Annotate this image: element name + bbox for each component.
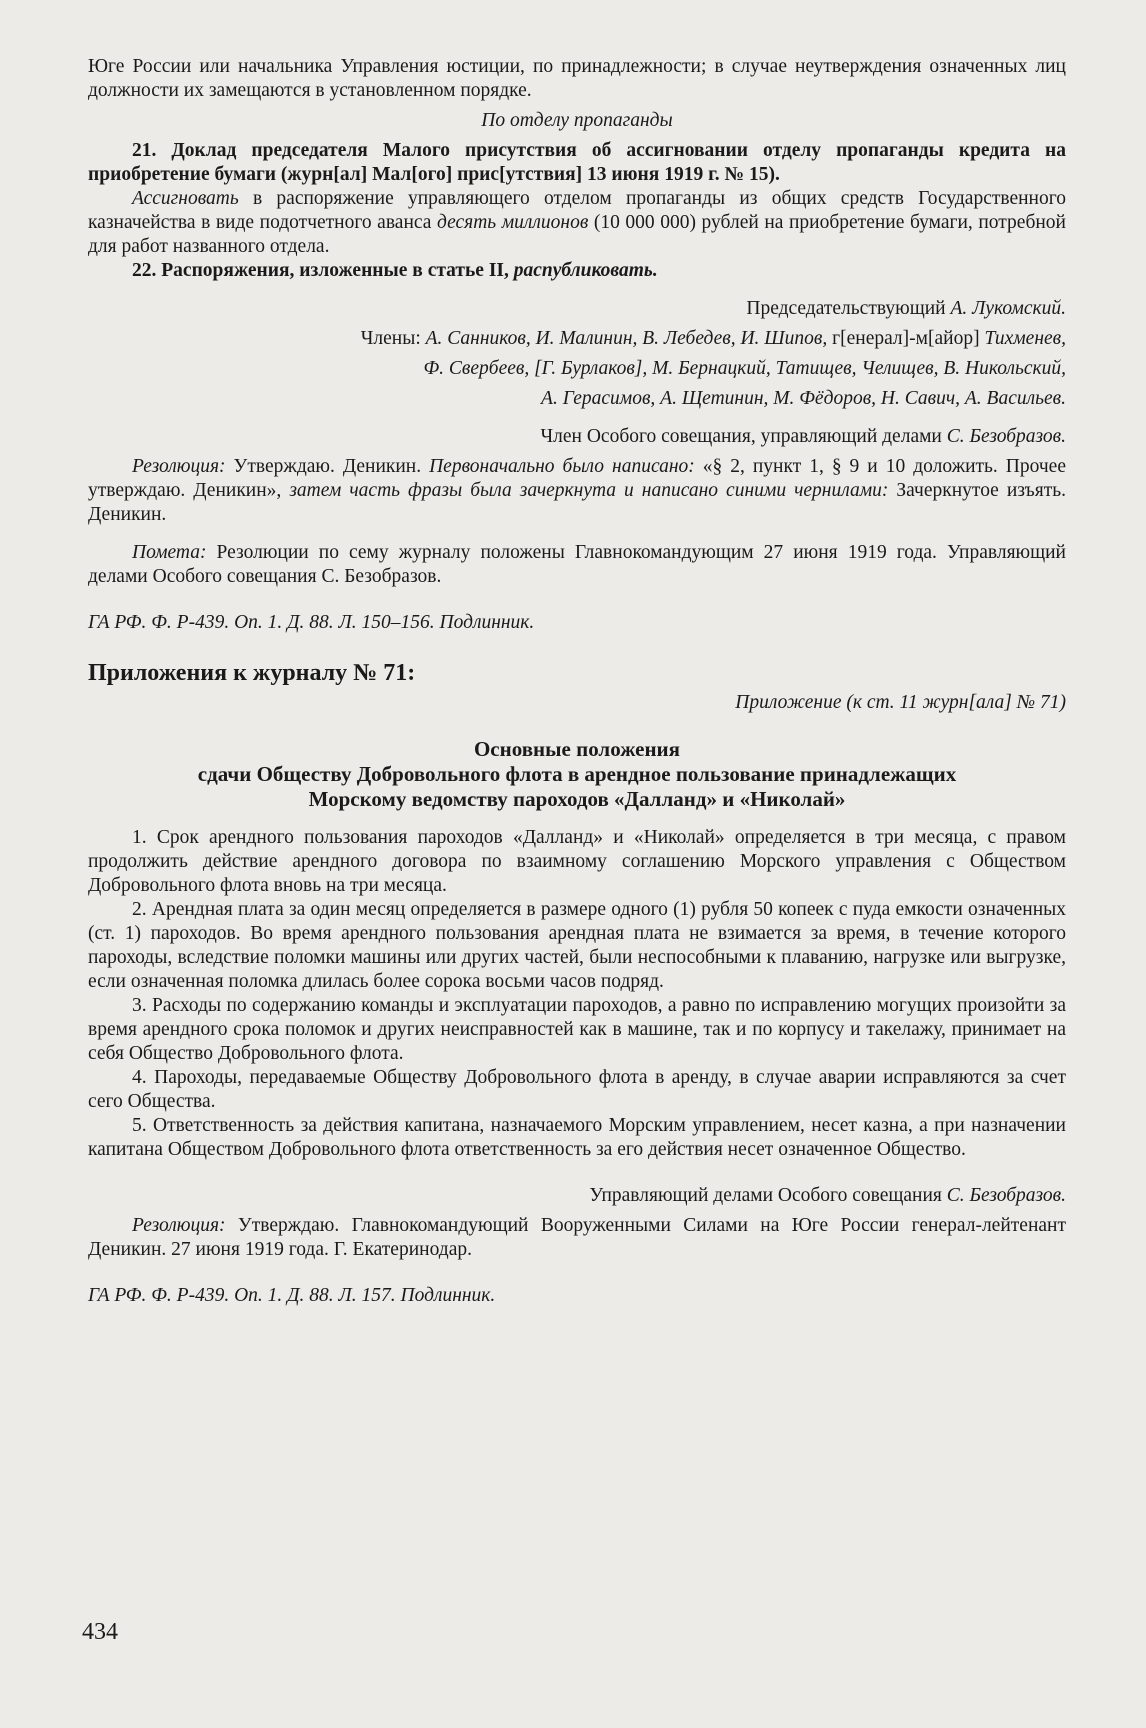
member-role: Член Особого совещания, управляющий делами xyxy=(540,426,947,447)
chair-signature xyxy=(88,297,1066,321)
clause-5: 5. Ответственность за действия капитана, назначаемого Морским управлением, несет казна, а при назначении капитана Обществом Добровольного флота ответственность за его действия несет означенное Общество. xyxy=(88,1115,1066,1160)
members-line-3: А. Герасимов, А. Щетинин, М. Фёдоров, Н. Савич, А. Васильев. xyxy=(541,388,1066,409)
note-text: Резолюции по сему журналу положены Главнокомандующим 27 июня 1919 года. Управляющий делами Особого совещания С. Безобразов. xyxy=(88,542,1066,587)
resolution-2-label: Резолюция: xyxy=(132,1215,226,1236)
document-title xyxy=(88,737,1066,812)
item-21-amount: десять миллионов xyxy=(436,212,589,233)
chair-name: А. Лукомский. xyxy=(950,298,1066,319)
manager-label: Управляющий делами Особого совещания xyxy=(589,1185,947,1206)
document-title-line-3: Морскому ведомству пароходов «Далланд» и «Николай» xyxy=(308,787,846,811)
page-number: 434 xyxy=(82,1619,118,1645)
members-rank: г[енерал]-м[айор] xyxy=(832,328,985,349)
clause-2: 2. Арендная плата за один месяц определяется в размере одного (1) рубля 50 копеек с пуда емкости означенных (ст. 1) пароходов. Во время арендного пользования арендная плата не взимается за время, в течение которого пароходы, вследствие поломки машины или других частей, были неспособными к плаванию, нагрузке или выгрузке, если означенная поломка длилась более сорока восьми часов подряд. xyxy=(88,899,1066,992)
note-label: Помета: xyxy=(132,542,207,563)
appendix-reference: Приложение (к ст. 11 журн[ала] № 71) xyxy=(735,692,1066,713)
members-line-1 xyxy=(88,327,1066,351)
document-title-line-1: Основные положения xyxy=(473,737,681,761)
members-names-c: Тихменев, xyxy=(984,328,1066,349)
note xyxy=(88,541,1066,589)
resolution-2-text: Утверждаю. Главнокомандующий Вооруженными Силами на Юге России генерал-лейтенант Деникин. 27 июня 1919 года. Г. Екатеринодар. xyxy=(88,1215,1066,1260)
resolution-1-italic-a: Первоначально было написано: xyxy=(429,456,695,477)
item-21-verb: Ассигновать xyxy=(132,188,239,209)
resolution-1-text-a: Утверждаю. Деникин. xyxy=(225,456,430,477)
department-heading: По отделу пропаганды xyxy=(481,110,673,131)
manager-signature-2 xyxy=(88,1184,1066,1208)
signatures-block xyxy=(88,297,1066,449)
item-21-body xyxy=(88,187,1066,259)
archive-reference-2: ГА РФ. Ф. Р-439. Оп. 1. Д. 88. Л. 157. Подлинник. xyxy=(88,1285,496,1306)
appendix-heading: Приложения к журналу № 71: xyxy=(88,660,416,686)
resolution-1-label: Резолюция: xyxy=(132,456,226,477)
clause-4: 4. Пароходы, передаваемые Обществу Добровольного флота в аренду, в случае аварии исправляются за счет сего Общества. xyxy=(88,1067,1066,1112)
item-22-verb: распубликовать. xyxy=(513,260,658,281)
resolution-2 xyxy=(88,1214,1066,1262)
item-22 xyxy=(88,259,1066,283)
manager-name: С. Безобразов. xyxy=(946,1185,1066,1206)
resolution-1-italic-b: затем часть фразы была зачеркнута и написано синими чернилами: xyxy=(289,480,889,501)
clauses-list xyxy=(88,826,1066,1162)
manager-signature-1 xyxy=(88,425,1066,449)
continuation-paragraph: Юге России или начальника Управления юстиции, по принадлежности; в случае неутверждения означенных лиц должности их замещаются в установленном порядке. xyxy=(88,56,1066,101)
resolution-1-text-c: Зачеркнутое изъять. Деникин. xyxy=(88,480,1066,525)
resolution-1 xyxy=(88,455,1066,527)
document-title-line-2: сдачи Обществу Добровольного флота в арендное пользование принадлежащих xyxy=(197,762,957,786)
chair-label: Председательствующий xyxy=(746,298,951,319)
clause-1: 1. Срок арендного пользования пароходов «Далланд» и «Николай» определяется в три месяца, с правом продолжить действие арендного договора по взаимному соглашению Морского управления с Обществом Добровольного флота вновь на три месяца. xyxy=(88,827,1066,896)
item-22-text: 22. Распоряжения, изложенные в статье II, xyxy=(132,260,514,281)
item-21-text-a: в распоряжение управляющего отделом пропаганды из общих средств Государственного казначейства в виде подотчетного аванса xyxy=(88,188,1066,233)
member-role-name: С. Безобразов. xyxy=(946,426,1066,447)
members-label: Члены: xyxy=(360,328,426,349)
resolution-1-text-b: «§ 2, пункт 1, § 9 и 10 доложить. Прочее утверждаю. Деникин», xyxy=(88,456,1066,501)
members-names-a: А. Санников, И. Малинин, В. Лебедев, И. Шипов, xyxy=(425,328,833,349)
clause-3: 3. Расходы по содержанию команды и эксплуатации пароходов, а равно по исправлению могущих произойти за время арендного срока поломок и других неисправностей как в машине, так и по корпусу и такелажу, принимает на себя Общество Добровольного флота. xyxy=(88,995,1066,1064)
item-21-text-b: (10 000 000) рублей на приобретение бумаги, потребной для работ названного отдела. xyxy=(88,212,1066,257)
members-line-2: Ф. Свербеев, [Г. Бурлаков], М. Бернацкий, Татищев, Челищев, В. Никольский, xyxy=(423,358,1066,379)
item-21-heading: 21. Доклад председателя Малого присутствия об ассигновании отделу пропаганды кредита на приобретение бумаги (журн[ал] Мал[ого] прис[утствия] 13 июня 1919 г. № 15). xyxy=(88,140,1066,185)
archive-reference-1: ГА РФ. Ф. Р-439. Оп. 1. Д. 88. Л. 150–156. Подлинник. xyxy=(88,612,535,633)
